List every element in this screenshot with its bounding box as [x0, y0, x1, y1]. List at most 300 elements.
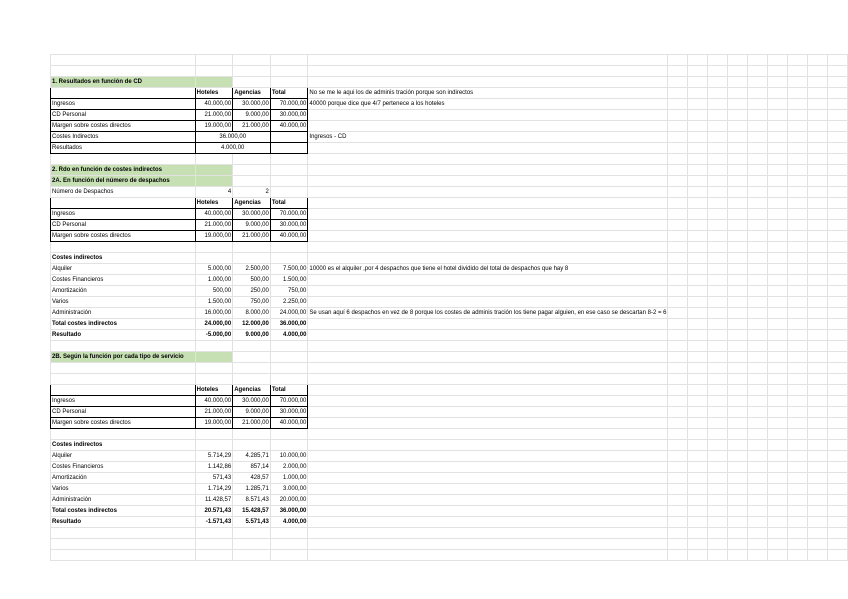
- cell[interactable]: [708, 275, 728, 286]
- cell[interactable]: [788, 297, 808, 308]
- cell[interactable]: [808, 462, 828, 473]
- cell[interactable]: [195, 539, 233, 550]
- cell[interactable]: [827, 484, 847, 495]
- cell[interactable]: 750,00: [270, 286, 308, 297]
- cell[interactable]: [233, 429, 271, 440]
- cell[interactable]: [308, 341, 668, 352]
- cell[interactable]: [808, 253, 828, 264]
- cell[interactable]: [788, 352, 808, 363]
- cell[interactable]: [808, 165, 828, 176]
- cell[interactable]: [668, 396, 688, 407]
- cell[interactable]: [748, 374, 768, 385]
- cell[interactable]: [788, 66, 808, 77]
- cell[interactable]: 2.500,00: [233, 264, 271, 275]
- cell[interactable]: Varios: [51, 484, 196, 495]
- cell[interactable]: [270, 55, 308, 66]
- cell[interactable]: [308, 220, 668, 231]
- cell[interactable]: 40.000,00: [270, 418, 308, 429]
- cell[interactable]: [728, 462, 748, 473]
- cell[interactable]: [827, 440, 847, 451]
- cell[interactable]: [51, 242, 196, 253]
- cell[interactable]: [668, 99, 688, 110]
- cell[interactable]: [788, 264, 808, 275]
- cell[interactable]: [827, 66, 847, 77]
- cell[interactable]: [308, 550, 668, 561]
- cell[interactable]: [788, 143, 808, 154]
- cell[interactable]: -1.571,43: [195, 517, 233, 528]
- cell[interactable]: [51, 528, 196, 539]
- cell[interactable]: [308, 473, 668, 484]
- cell[interactable]: 1.500,00: [195, 297, 233, 308]
- cell[interactable]: [233, 528, 271, 539]
- cell[interactable]: [668, 110, 688, 121]
- cell[interactable]: [748, 407, 768, 418]
- cell[interactable]: [808, 264, 828, 275]
- cell[interactable]: 70.000,00: [270, 99, 308, 110]
- cell[interactable]: [270, 66, 308, 77]
- cell[interactable]: 8.571,43: [233, 495, 271, 506]
- cell[interactable]: [308, 374, 668, 385]
- cell[interactable]: Margen sobre costes directos: [51, 121, 196, 132]
- cell[interactable]: [728, 143, 748, 154]
- cell[interactable]: [668, 374, 688, 385]
- cell[interactable]: [195, 154, 233, 165]
- cell[interactable]: [51, 154, 196, 165]
- cell[interactable]: [808, 363, 828, 374]
- cell[interactable]: [748, 517, 768, 528]
- cell[interactable]: [808, 209, 828, 220]
- cell[interactable]: 857,14: [233, 462, 271, 473]
- cell[interactable]: [768, 396, 788, 407]
- cell[interactable]: [233, 550, 271, 561]
- cell[interactable]: Agencias: [233, 198, 271, 209]
- cell[interactable]: [728, 242, 748, 253]
- cell[interactable]: [768, 253, 788, 264]
- cell[interactable]: [808, 198, 828, 209]
- cell[interactable]: [270, 528, 308, 539]
- cell[interactable]: [808, 187, 828, 198]
- cell[interactable]: 19.000,00: [195, 121, 233, 132]
- cell[interactable]: [708, 473, 728, 484]
- cell[interactable]: [748, 275, 768, 286]
- cell[interactable]: [688, 231, 708, 242]
- cell[interactable]: 4.285,71: [233, 451, 271, 462]
- section1-title[interactable]: 1. Resultados en función de CD: [51, 77, 196, 88]
- cell[interactable]: [788, 418, 808, 429]
- cell[interactable]: [827, 462, 847, 473]
- cell[interactable]: [270, 242, 308, 253]
- cell[interactable]: [688, 495, 708, 506]
- cell[interactable]: [688, 297, 708, 308]
- cell[interactable]: 4.000,00: [270, 517, 308, 528]
- cell[interactable]: 40.000,00: [195, 209, 233, 220]
- cell[interactable]: [708, 429, 728, 440]
- cell[interactable]: Alquiler: [51, 451, 196, 462]
- cell[interactable]: [668, 143, 688, 154]
- cell[interactable]: [827, 374, 847, 385]
- cell[interactable]: 1.714,29: [195, 484, 233, 495]
- cell[interactable]: [308, 55, 668, 66]
- cell[interactable]: [768, 506, 788, 517]
- cell[interactable]: [233, 341, 271, 352]
- cell[interactable]: [748, 330, 768, 341]
- cell[interactable]: [708, 528, 728, 539]
- cell[interactable]: [688, 132, 708, 143]
- cell[interactable]: [748, 231, 768, 242]
- cell[interactable]: [748, 286, 768, 297]
- cell[interactable]: Varios: [51, 297, 196, 308]
- cell[interactable]: [688, 275, 708, 286]
- cell[interactable]: [768, 341, 788, 352]
- cell[interactable]: 20.000,00: [270, 495, 308, 506]
- cell[interactable]: 9.000,00: [233, 110, 271, 121]
- cell[interactable]: [788, 121, 808, 132]
- cell[interactable]: [728, 297, 748, 308]
- cell[interactable]: [233, 539, 271, 550]
- cell[interactable]: [728, 55, 748, 66]
- cell[interactable]: [708, 363, 728, 374]
- cell[interactable]: -5.000,00: [195, 330, 233, 341]
- cell[interactable]: 30.000,00: [233, 209, 271, 220]
- cell[interactable]: [768, 88, 788, 99]
- cell[interactable]: [748, 396, 768, 407]
- cell[interactable]: Ingresos: [51, 209, 196, 220]
- cell[interactable]: [748, 495, 768, 506]
- cell[interactable]: [308, 209, 668, 220]
- cell[interactable]: [308, 330, 668, 341]
- cell[interactable]: [688, 209, 708, 220]
- cell[interactable]: [708, 231, 728, 242]
- cell[interactable]: [708, 550, 728, 561]
- cell[interactable]: [668, 451, 688, 462]
- cell[interactable]: 21.000,00: [233, 231, 271, 242]
- cell[interactable]: Total: [270, 385, 308, 396]
- cell[interactable]: 16.000,00: [195, 308, 233, 319]
- cell[interactable]: 11.428,57: [195, 495, 233, 506]
- cell[interactable]: [808, 429, 828, 440]
- cell[interactable]: [748, 198, 768, 209]
- cell[interactable]: [195, 66, 233, 77]
- cell[interactable]: [808, 121, 828, 132]
- cell[interactable]: [768, 473, 788, 484]
- cell[interactable]: [688, 286, 708, 297]
- cell[interactable]: [808, 484, 828, 495]
- cell[interactable]: [827, 176, 847, 187]
- cell[interactable]: [748, 264, 768, 275]
- cell[interactable]: [708, 495, 728, 506]
- cell[interactable]: [688, 121, 708, 132]
- cell[interactable]: [708, 99, 728, 110]
- cell[interactable]: [195, 429, 233, 440]
- cell[interactable]: 36.000,00: [270, 319, 308, 330]
- cell[interactable]: [728, 176, 748, 187]
- cell[interactable]: [788, 374, 808, 385]
- cell[interactable]: [827, 297, 847, 308]
- cell[interactable]: [688, 539, 708, 550]
- cell[interactable]: [668, 429, 688, 440]
- cell[interactable]: [688, 429, 708, 440]
- cell[interactable]: [270, 253, 308, 264]
- cell[interactable]: [768, 550, 788, 561]
- cell[interactable]: [808, 154, 828, 165]
- cell[interactable]: [728, 528, 748, 539]
- cell[interactable]: [728, 440, 748, 451]
- cell[interactable]: [308, 121, 668, 132]
- cell[interactable]: [728, 77, 748, 88]
- cell[interactable]: [308, 484, 668, 495]
- cell[interactable]: Alquiler: [51, 264, 196, 275]
- cell[interactable]: [708, 264, 728, 275]
- cell[interactable]: [788, 253, 808, 264]
- cell[interactable]: 8.000,00: [233, 308, 271, 319]
- cell[interactable]: [788, 132, 808, 143]
- cell[interactable]: 21.000,00: [195, 220, 233, 231]
- cell[interactable]: [788, 550, 808, 561]
- cell[interactable]: Amortización: [51, 286, 196, 297]
- cell[interactable]: [748, 110, 768, 121]
- cell[interactable]: [728, 484, 748, 495]
- cell[interactable]: [728, 517, 748, 528]
- cell[interactable]: [668, 77, 688, 88]
- cell[interactable]: [808, 176, 828, 187]
- cell[interactable]: [748, 253, 768, 264]
- cell[interactable]: [233, 165, 271, 176]
- cell[interactable]: [827, 165, 847, 176]
- cell[interactable]: [270, 77, 308, 88]
- cell[interactable]: [668, 539, 688, 550]
- cell[interactable]: [748, 165, 768, 176]
- cell[interactable]: [768, 187, 788, 198]
- cell[interactable]: [195, 440, 233, 451]
- cell[interactable]: [308, 110, 668, 121]
- cell[interactable]: [768, 220, 788, 231]
- cell[interactable]: [827, 253, 847, 264]
- cell[interactable]: 70.000,00: [270, 396, 308, 407]
- cell[interactable]: [728, 99, 748, 110]
- section2-title[interactable]: 2. Rdo en función de costes indirectos: [51, 165, 196, 176]
- cell[interactable]: [688, 253, 708, 264]
- cell[interactable]: [788, 462, 808, 473]
- cell[interactable]: [688, 154, 708, 165]
- cell[interactable]: Resultado: [51, 517, 196, 528]
- cell[interactable]: [748, 352, 768, 363]
- cell[interactable]: [728, 286, 748, 297]
- cell[interactable]: [808, 528, 828, 539]
- cell[interactable]: [728, 231, 748, 242]
- cell[interactable]: [827, 242, 847, 253]
- cell[interactable]: [748, 55, 768, 66]
- cell[interactable]: [788, 242, 808, 253]
- cell[interactable]: [827, 363, 847, 374]
- cell[interactable]: 40.000,00: [270, 231, 308, 242]
- cell[interactable]: [808, 297, 828, 308]
- cell[interactable]: [768, 385, 788, 396]
- cell[interactable]: [748, 297, 768, 308]
- cell[interactable]: [688, 550, 708, 561]
- cell[interactable]: [827, 187, 847, 198]
- cell[interactable]: [51, 55, 196, 66]
- cell[interactable]: [708, 77, 728, 88]
- cell[interactable]: Administración: [51, 495, 196, 506]
- cell[interactable]: 30.000,00: [270, 220, 308, 231]
- cell[interactable]: [308, 363, 668, 374]
- cell[interactable]: [270, 341, 308, 352]
- cell[interactable]: [708, 308, 728, 319]
- cell[interactable]: [308, 495, 668, 506]
- cell[interactable]: [728, 396, 748, 407]
- cell[interactable]: [748, 451, 768, 462]
- cell[interactable]: 24.000,00: [270, 308, 308, 319]
- cell[interactable]: [308, 77, 668, 88]
- cell[interactable]: [708, 165, 728, 176]
- cell[interactable]: [768, 55, 788, 66]
- cell[interactable]: [827, 330, 847, 341]
- cell[interactable]: [308, 396, 668, 407]
- cell[interactable]: [788, 539, 808, 550]
- cell[interactable]: [195, 242, 233, 253]
- cell[interactable]: 19.000,00: [195, 231, 233, 242]
- cell[interactable]: [195, 550, 233, 561]
- despachos-label[interactable]: Número de Despachos: [51, 187, 196, 198]
- section2-note-administracion[interactable]: Se usan aquí 6 despachos en vez de 8 porque los costes de adminis tración los tiene pagar alguien, en ese caso se descartan 8-2 = 6: [308, 308, 668, 319]
- cell[interactable]: [708, 341, 728, 352]
- cell[interactable]: [808, 473, 828, 484]
- section1-resultado-value[interactable]: 4.000,00: [195, 143, 270, 154]
- cell[interactable]: [308, 198, 668, 209]
- cell[interactable]: 5.000,00: [195, 264, 233, 275]
- cell[interactable]: [308, 143, 668, 154]
- cell[interactable]: [788, 187, 808, 198]
- cell[interactable]: 15.428,57: [233, 506, 271, 517]
- cell[interactable]: [827, 495, 847, 506]
- cell[interactable]: 1.000,00: [195, 275, 233, 286]
- cell[interactable]: [668, 341, 688, 352]
- cell[interactable]: [708, 462, 728, 473]
- cell[interactable]: [51, 550, 196, 561]
- cell[interactable]: [827, 429, 847, 440]
- cell[interactable]: 500,00: [195, 286, 233, 297]
- cell[interactable]: 4: [195, 187, 233, 198]
- cell[interactable]: 21.000,00: [233, 418, 271, 429]
- cell[interactable]: [51, 374, 196, 385]
- cell[interactable]: [808, 341, 828, 352]
- cell[interactable]: 40.000,00: [195, 99, 233, 110]
- cell[interactable]: [308, 165, 668, 176]
- cell[interactable]: [808, 132, 828, 143]
- cell[interactable]: [308, 275, 668, 286]
- cell[interactable]: [308, 352, 668, 363]
- cell[interactable]: 21.000,00: [195, 110, 233, 121]
- cell[interactable]: [668, 484, 688, 495]
- cell[interactable]: [668, 352, 688, 363]
- cell[interactable]: [748, 187, 768, 198]
- cell[interactable]: [748, 341, 768, 352]
- cell[interactable]: [728, 253, 748, 264]
- cell[interactable]: [808, 143, 828, 154]
- cell[interactable]: [788, 165, 808, 176]
- cell[interactable]: [688, 506, 708, 517]
- cell[interactable]: [728, 110, 748, 121]
- cell[interactable]: [708, 484, 728, 495]
- cell[interactable]: Resultado: [51, 330, 196, 341]
- cell[interactable]: [748, 550, 768, 561]
- cell[interactable]: Margen sobre costes directos: [51, 231, 196, 242]
- cell[interactable]: [270, 429, 308, 440]
- cell[interactable]: 2.000,00: [270, 462, 308, 473]
- cell[interactable]: [668, 55, 688, 66]
- cell[interactable]: [668, 88, 688, 99]
- cell[interactable]: [688, 308, 708, 319]
- cell[interactable]: [768, 374, 788, 385]
- cell[interactable]: [768, 143, 788, 154]
- cell[interactable]: [308, 154, 668, 165]
- cell[interactable]: [808, 110, 828, 121]
- cell[interactable]: Margen sobre costes directos: [51, 418, 196, 429]
- cell[interactable]: 250,00: [233, 286, 271, 297]
- cell[interactable]: [808, 220, 828, 231]
- cell[interactable]: [728, 319, 748, 330]
- cell[interactable]: [308, 176, 668, 187]
- cell[interactable]: [808, 506, 828, 517]
- section1-note-ingresos[interactable]: 40000 porque dice que 4/7 pertenece a los hoteles: [308, 99, 668, 110]
- cell[interactable]: [270, 132, 308, 143]
- cell[interactable]: [808, 352, 828, 363]
- cell[interactable]: [788, 154, 808, 165]
- cell[interactable]: [728, 220, 748, 231]
- cell[interactable]: [748, 319, 768, 330]
- cell[interactable]: 9.000,00: [233, 407, 271, 418]
- cell[interactable]: Total: [270, 198, 308, 209]
- cell[interactable]: [668, 308, 688, 319]
- cell[interactable]: [308, 418, 668, 429]
- cell[interactable]: [270, 374, 308, 385]
- cell[interactable]: 1.285,71: [233, 484, 271, 495]
- cell[interactable]: [827, 396, 847, 407]
- cell[interactable]: [728, 330, 748, 341]
- cell[interactable]: [668, 385, 688, 396]
- cell[interactable]: [688, 341, 708, 352]
- cell[interactable]: [668, 231, 688, 242]
- cell[interactable]: [728, 66, 748, 77]
- cell[interactable]: [748, 440, 768, 451]
- cell[interactable]: [668, 220, 688, 231]
- cell[interactable]: [270, 550, 308, 561]
- cell[interactable]: [51, 88, 196, 99]
- cell[interactable]: 2: [233, 187, 271, 198]
- cell[interactable]: [270, 539, 308, 550]
- cell[interactable]: [808, 451, 828, 462]
- cell[interactable]: [768, 99, 788, 110]
- cell[interactable]: [768, 231, 788, 242]
- cell[interactable]: [788, 495, 808, 506]
- cell[interactable]: CD Personal: [51, 110, 196, 121]
- cell[interactable]: [688, 385, 708, 396]
- cell[interactable]: [768, 308, 788, 319]
- cell[interactable]: Ingresos: [51, 99, 196, 110]
- cell[interactable]: [748, 143, 768, 154]
- cell[interactable]: [728, 363, 748, 374]
- cell[interactable]: [827, 385, 847, 396]
- cell[interactable]: [808, 495, 828, 506]
- cell[interactable]: 571,43: [195, 473, 233, 484]
- cell[interactable]: [808, 396, 828, 407]
- cell[interactable]: [668, 517, 688, 528]
- cell[interactable]: [808, 418, 828, 429]
- cell[interactable]: 750,00: [233, 297, 271, 308]
- cell[interactable]: 1.142,86: [195, 462, 233, 473]
- cell[interactable]: [688, 473, 708, 484]
- cell[interactable]: [748, 506, 768, 517]
